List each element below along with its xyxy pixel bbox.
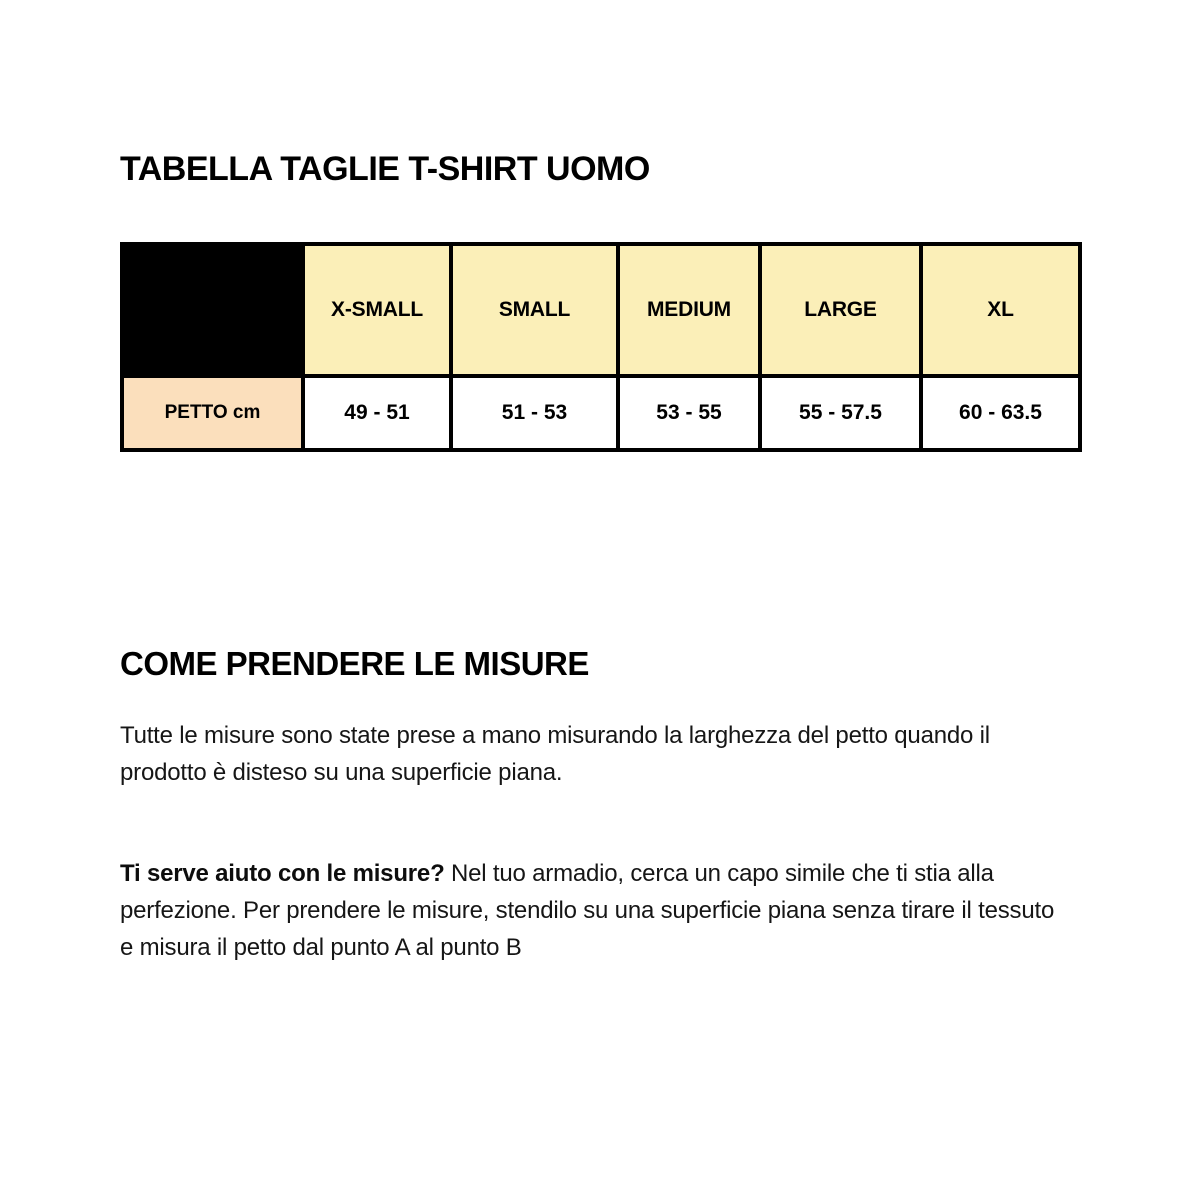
petto-value-xsmall: 49 - 51 — [303, 376, 451, 450]
corner-label-line-2: UOMO — [179, 298, 246, 322]
measure-section-heading: COME PRENDERE LE MISURE — [120, 645, 589, 682]
table-corner-header — [122, 244, 303, 376]
corner-label-line-1: T-SHIRT — [170, 269, 255, 293]
size-column-small: SMALL — [451, 244, 618, 376]
measure-intro-paragraph: Tutte le misure sono state prese a mano misurando la larghezza del petto quando il prodotto è disteso su una superficie piana. — [120, 722, 990, 786]
measure-help-paragraph — [120, 855, 1062, 966]
corner-label-line-3: REGULAR — [159, 327, 266, 351]
size-column-large: LARGE — [760, 244, 921, 376]
petto-value-medium: 53 - 55 — [618, 376, 760, 450]
size-column-medium: MEDIUM — [618, 244, 760, 376]
table-row-petto — [122, 376, 1080, 450]
petto-value-xl: 60 - 63.5 — [921, 376, 1080, 450]
row-label-petto: PETTO cm — [122, 376, 303, 450]
page-title: TABELLA TAGLIE T-SHIRT UOMO — [120, 150, 650, 188]
size-table-header-row — [122, 244, 1080, 376]
size-table — [120, 242, 1082, 452]
size-column-xsmall: X-SMALL — [303, 244, 451, 376]
petto-value-small: 51 - 53 — [451, 376, 618, 450]
size-column-xl: XL — [921, 244, 1080, 376]
measure-help-lead: Ti serve aiuto con le misure? — [120, 860, 445, 887]
petto-value-large: 55 - 57.5 — [760, 376, 921, 450]
measure-help-text: Nel tuo armadio, cerca un capo simile che ti stia alla perfezione. Per prendere le misure, stendilo su una superficie piana senza tirare il tessuto e misura il petto dal punto A al punto B — [120, 860, 1055, 961]
